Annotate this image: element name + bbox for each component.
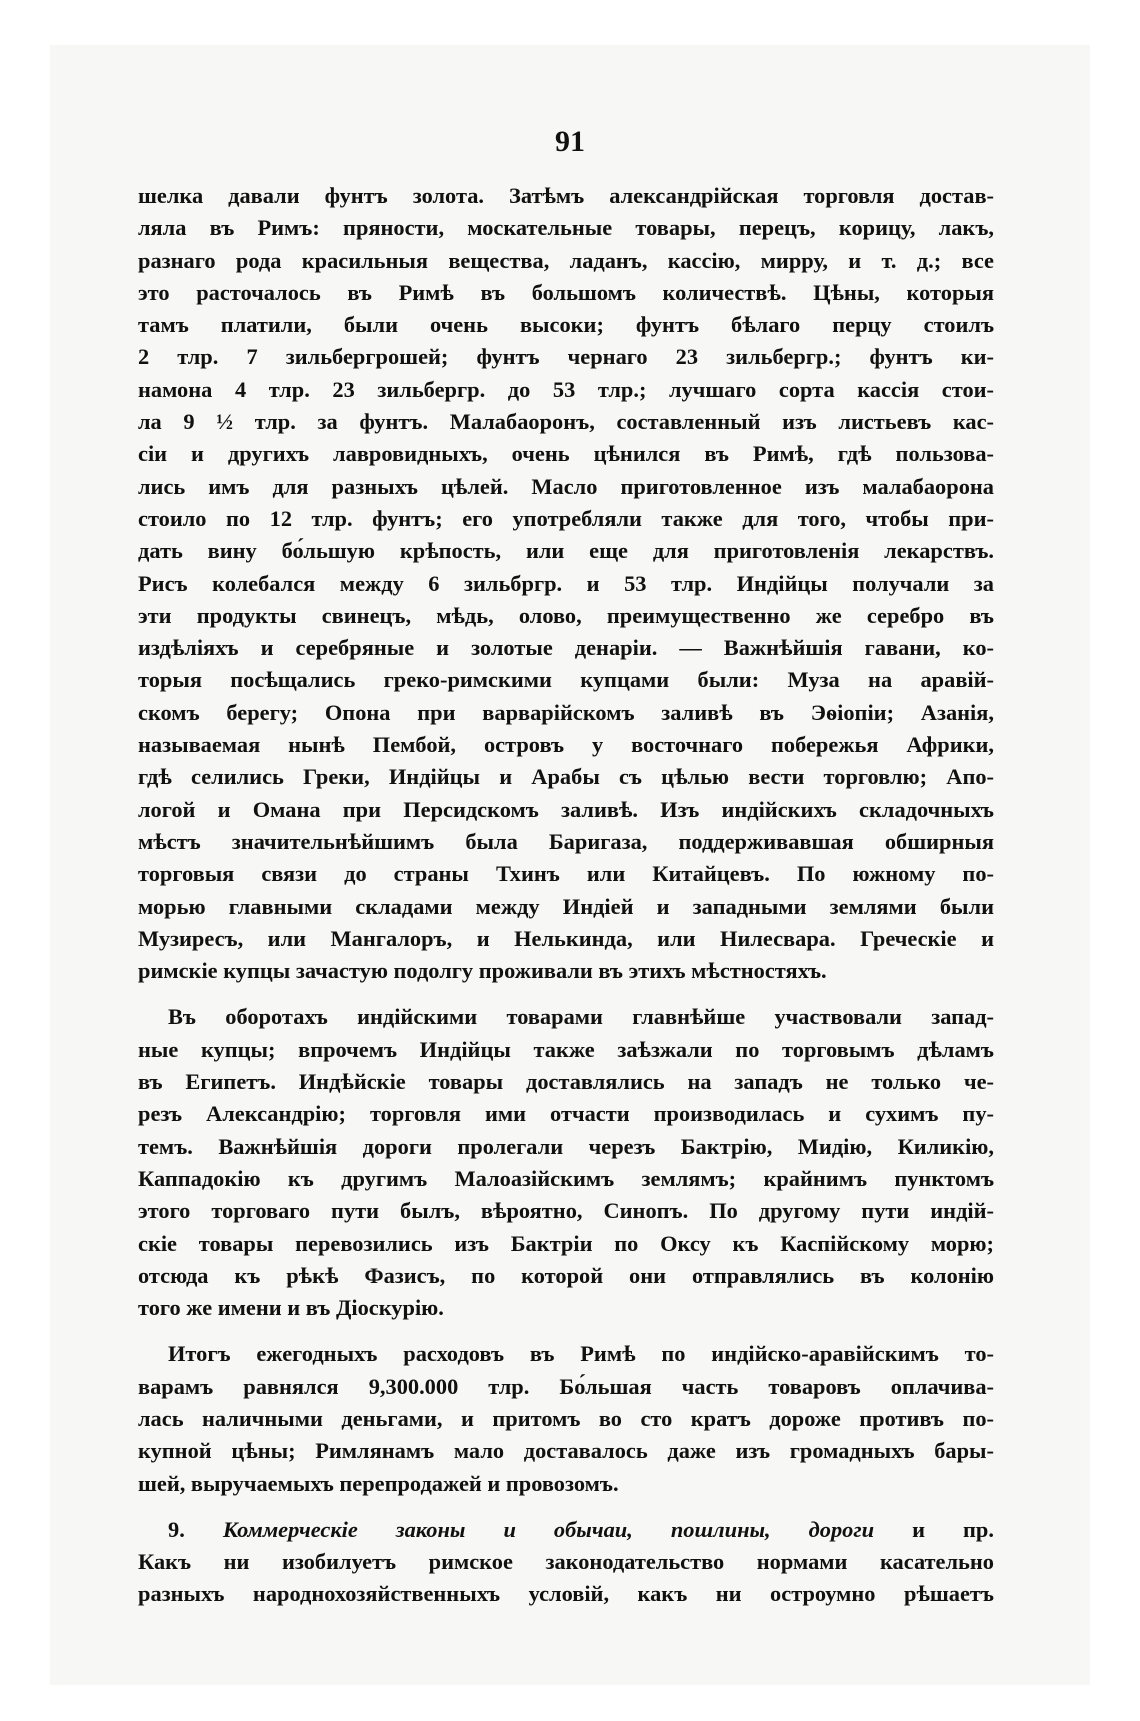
text-line: римскіе купцы зачастую подолгу проживали въ этихъ мѣстностяхъ. [138, 958, 827, 984]
text-line: разныхъ народнохозяйственныхъ условій, какъ ни остроумно рѣшаетъ [138, 1581, 994, 1607]
paragraph [138, 1338, 994, 1499]
paragraph [138, 1001, 994, 1324]
text-line: купной цѣны; Римлянамъ мало доставалось даже изъ громадныхъ бары- [138, 1438, 994, 1464]
text-line: того же имени и въ Діоскурію. [138, 1295, 444, 1321]
section-heading-tail: и пр. [912, 1516, 994, 1542]
text-line: скіе товары перевозились изъ Бактріи по Оксу къ Каспійскому морю; [138, 1230, 994, 1256]
paragraph [138, 180, 994, 987]
text-line: разнаго рода красильныя вещества, ладанъ, кассію, мирру, и т. д.; все [138, 247, 994, 273]
section-paragraph [138, 1514, 994, 1611]
section-heading: Коммерческіе законы и обычаи, пошлины, дороги [222, 1516, 875, 1542]
text-line: Итогъ ежегодныхъ расходовъ въ Римѣ по индійско-аравійскимъ то- [168, 1341, 994, 1367]
book-page [50, 45, 1090, 1685]
text-line: Каппадокію къ другимъ Малоазійскимъ землямъ; крайнимъ пунктомъ [138, 1165, 994, 1191]
text-line: намона 4 тлр. 23 зильбергр. до 53 тлр.; лучшаго сорта кассія стои- [138, 376, 994, 402]
text-line: издѣліяхъ и серебряные и золотые денаріи. — Важнѣйшія гавани, ко- [138, 635, 994, 661]
body-text [138, 180, 994, 1611]
text-line: ла 9 ½ тлр. за фунтъ. Малабаоронъ, составленный изъ листьевъ кас- [138, 409, 994, 435]
text-line: называемая нынѣ Пембой, островъ у восточнаго побережья Африки, [138, 732, 994, 758]
text-line: въ Египетъ. Индѣйскіе товары доставлялись на западъ не только че- [138, 1069, 994, 1095]
text-line: торговыя связи до страны Тхинъ или Китайцевъ. По южному по- [138, 861, 994, 887]
text-line: торыя посѣщались греко-римскими купцами были: Муза на аравій- [138, 667, 994, 693]
text-line: шелка давали фунтъ золота. Затѣмъ александрійская торговля достав- [138, 183, 994, 208]
text-line: скомъ берегу; Опона при варварійскомъ заливѣ въ Эѳіопіи; Азанія, [138, 699, 994, 725]
text-line: тамъ платили, были очень высоки; фунтъ бѣлаго перцу стоилъ [138, 312, 994, 338]
text-line: морью главными складами между Индіей и западными землями были [138, 893, 994, 919]
text-line: Въ оборотахъ индійскими товарами главнѣйше участвовали запад- [168, 1004, 994, 1030]
text-line: 2 тлр. 7 зильбергрошей; фунтъ чернаго 23 зильбергр.; фунтъ ки- [138, 344, 994, 370]
text-line: Музиресъ, или Мангалоръ, и Нелькинда, или Нилесвара. Греческіе и [138, 925, 994, 951]
text-line: логой и Омана при Персидскомъ заливѣ. Изъ индійскихъ складочныхъ [138, 796, 994, 822]
text-line: лись имъ для разныхъ цѣлей. Масло приготовленное изъ малабаорона [138, 473, 994, 499]
text-line: этого торговаго пути былъ, вѣроятно, Синопъ. По другому пути индій- [138, 1198, 994, 1224]
text-line: лась наличными деньгами, и притомъ во сто кратъ дороже противъ по- [138, 1405, 994, 1431]
section-number: 9. [168, 1516, 185, 1542]
text-line: ные купцы; впрочемъ Индійцы также заѣзжали по торговымъ дѣламъ [138, 1036, 994, 1062]
section-heading-line [138, 1514, 994, 1546]
text-line: это расточалось въ Римѣ въ большомъ количествѣ. Цѣны, которыя [138, 279, 994, 305]
text-line: варамъ равнялся 9,300.000 тлр. Бо́льшая часть товаровъ оплачива- [138, 1373, 994, 1399]
text-line: дать вину бо́льшую крѣпость, или еще для приготовленія лекарствъ. [138, 538, 994, 564]
text-line: сіи и другихъ лавровидныхъ, очень цѣнился въ Римѣ, гдѣ пользова- [138, 441, 994, 467]
page-number: 91 [555, 125, 585, 158]
text-line: стоило по 12 тлр. фунтъ; его употребляли также для того, чтобы при- [138, 505, 994, 531]
text-line: шей, выручаемыхъ перепродажей и провозомъ. [138, 1470, 619, 1496]
text-line: эти продукты свинецъ, мѣдь, олово, преимущественно же серебро въ [138, 602, 994, 628]
text-line: отсюда къ рѣкѣ Фазисъ, по которой они отправлялись въ колонію [138, 1262, 994, 1288]
text-line: мѣстъ значительнѣйшимъ была Баригаза, поддерживавшая обширныя [138, 828, 994, 854]
text-line: гдѣ селились Греки, Индійцы и Арабы съ цѣлью вести торговлю; Апо- [138, 764, 994, 790]
text-line: Какъ ни изобилуетъ римское законодательство нормами касательно [138, 1549, 994, 1575]
text-line: Рисъ колебался между 6 зильбргр. и 53 тлр. Индійцы получали за [138, 570, 994, 596]
text-line: резъ Александрію; торговля ими отчасти производилась и сухимъ пу- [138, 1101, 994, 1127]
text-line: ляла въ Римъ: пряности, москательные товары, перецъ, корицу, лакъ, [138, 215, 994, 241]
text-line: темъ. Важнѣйшія дороги пролегали черезъ Бактрію, Мидію, Киликію, [138, 1133, 994, 1159]
